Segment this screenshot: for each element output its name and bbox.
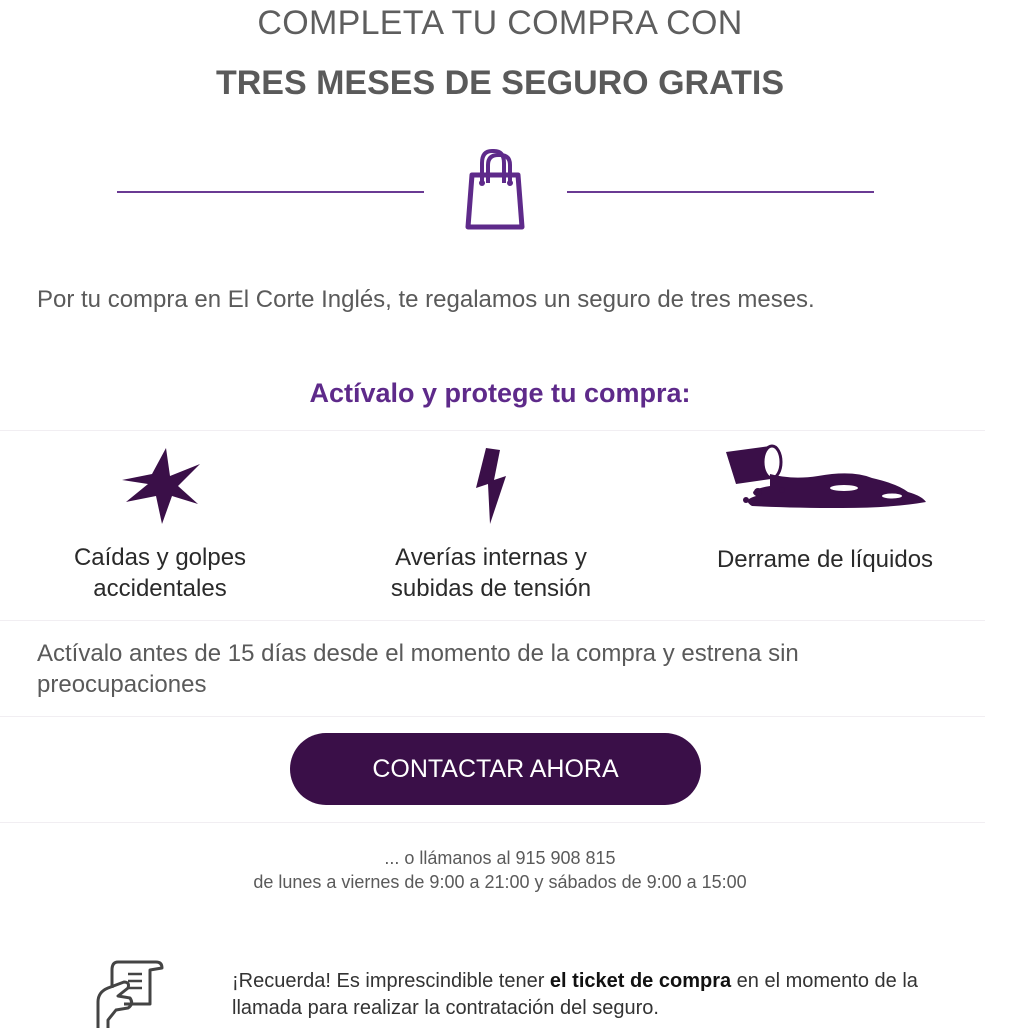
phone-line: ... o llámanos al 915 908 815 xyxy=(384,848,616,868)
reminder-prefix: ¡Recuerda! Es imprescindible tener xyxy=(232,970,550,992)
divider-before-cta xyxy=(0,716,985,717)
divider-features-top xyxy=(0,430,985,431)
activation-note: Actívalo antes de 15 días desde el momento de la compra y estrena sin preocupaciones xyxy=(37,640,799,698)
feature-accidental-damage xyxy=(10,542,310,604)
feature-internal-failures xyxy=(341,542,641,604)
divider-after-cta xyxy=(0,822,985,823)
reminder-suffix: en el momento de la llamada para realizar la contratación del seguro. xyxy=(232,970,918,1019)
liquid-spill-icon xyxy=(722,444,930,514)
feature-label-line-1: Derrame de líquidos xyxy=(716,546,934,573)
header-line-2: TRES MESES DE SEGURO GRATIS xyxy=(215,64,784,102)
call-info xyxy=(0,846,1000,894)
feature-liquid-spill xyxy=(675,544,975,575)
star-burst-icon xyxy=(120,446,204,526)
intro-text: Por tu compra en El Corte Inglés, te regalamos un seguro de tres meses. xyxy=(37,286,815,313)
lightning-bolt-icon xyxy=(470,446,512,526)
divider-features-bottom xyxy=(0,620,985,621)
reminder-bold: el ticket de compra xyxy=(549,970,732,992)
divider-right xyxy=(567,191,874,193)
feature-label-line-1: Caídas y golpes xyxy=(73,544,247,571)
feature-label-line-2: accidentales xyxy=(93,575,227,602)
hand-ticket-icon xyxy=(94,958,164,1030)
divider-left xyxy=(117,191,424,193)
feature-label-line-2: subidas de tensión xyxy=(390,575,592,602)
shopping-bag-icon xyxy=(462,147,528,231)
feature-label-line-1: Averías internas y xyxy=(395,544,587,571)
header-line-1: COMPLETA TU COMPRA CON xyxy=(257,4,743,42)
protect-heading: Actívalo y protege tu compra: xyxy=(309,378,691,408)
contact-now-button[interactable]: CONTACTAR AHORA xyxy=(290,733,701,805)
hours-line: de lunes a viernes de 9:00 a 21:00 y sábados de 9:00 a 15:00 xyxy=(253,872,747,892)
reminder-text xyxy=(232,968,932,1022)
